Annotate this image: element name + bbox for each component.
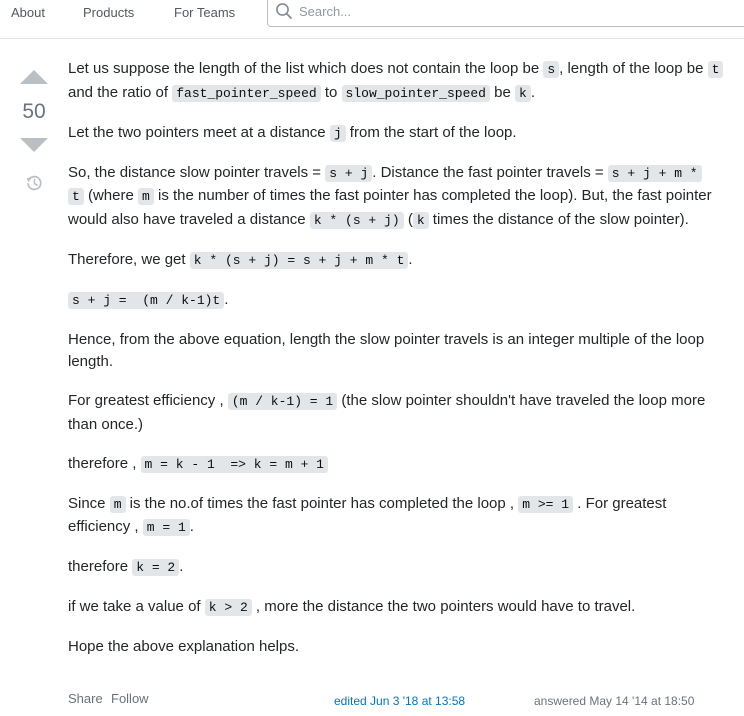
text: (where	[83, 187, 138, 204]
text: Hope the above explanation helps.	[68, 638, 300, 655]
inline-code: slow_pointer_speed	[342, 85, 490, 102]
text: is the no.of times the fast pointer has completed the loop ,	[125, 494, 519, 512]
text: For greatest efficiency ,	[68, 392, 228, 409]
inline-code: j	[330, 125, 346, 142]
inline-code: t	[68, 188, 84, 205]
text: .	[179, 558, 184, 575]
history-icon[interactable]	[25, 174, 43, 197]
text: .	[408, 250, 413, 268]
paragraph	[68, 58, 730, 105]
text: .	[530, 83, 535, 101]
inline-code: k > 2	[205, 599, 252, 616]
text: Let the two pointers meet at a distance	[68, 123, 330, 141]
text: therefore	[68, 558, 133, 575]
search-box[interactable]	[267, 0, 744, 27]
nav-about[interactable]: About	[11, 5, 45, 20]
text: .	[224, 290, 229, 308]
text: and the ratio of	[68, 83, 173, 101]
vote-count: 50	[22, 100, 46, 123]
paragraph	[68, 289, 730, 313]
text: therefore ,	[68, 454, 141, 472]
inline-code: m	[138, 188, 154, 205]
text: , more the distance the two pointers would have to travel.	[251, 598, 636, 615]
inline-code: k	[515, 85, 531, 102]
inline-code: m	[110, 496, 126, 513]
paragraph	[68, 390, 730, 436]
inline-code: s + j + m *	[608, 165, 702, 182]
text: Hence, from the above equation, length the slow pointer travels is an integer multiple of the loop length.	[68, 330, 705, 370]
text: Since	[68, 494, 110, 512]
text: So, the distance slow pointer travels =	[68, 163, 326, 181]
text: Let us suppose the length of the list which does not contain the loop be	[68, 60, 544, 77]
text: (	[403, 210, 413, 228]
paragraph	[68, 636, 730, 659]
text: is the number of times the fast pointer has completed the loop). But, the fast pointer would also have traveled a distance	[68, 187, 712, 228]
post-footer	[0, 690, 744, 716]
paragraph	[68, 122, 730, 146]
inline-code: s	[543, 61, 559, 78]
inline-code: (m / k-1) = 1	[228, 393, 337, 410]
text: .	[189, 518, 194, 535]
top-bar	[0, 0, 744, 40]
edited-timestamp-link[interactable]: edited Jun 3 '18 at 13:58	[334, 694, 466, 708]
paragraph	[68, 249, 730, 273]
text: be	[489, 83, 516, 101]
text: to	[320, 83, 342, 101]
inline-code: k * (s + j)	[310, 212, 404, 229]
inline-code: s + j = (m / k-1)t	[68, 292, 224, 309]
paragraph	[68, 329, 730, 374]
text: Therefore, we get	[68, 250, 190, 268]
text: if we take a value of	[68, 598, 205, 615]
upvote-button[interactable]	[18, 66, 50, 91]
paragraph	[68, 453, 730, 477]
text: times the distance of the slow pointer).	[428, 210, 689, 228]
inline-code: m = 1	[143, 519, 190, 536]
answered-timestamp: answered May 14 '14 at 18:50	[534, 694, 695, 708]
inline-code: m = k - 1 => k = m + 1	[141, 456, 328, 473]
inline-code: fast_pointer_speed	[172, 85, 320, 102]
nav-for-teams[interactable]: For Teams	[174, 5, 236, 20]
downvote-button[interactable]	[18, 134, 50, 159]
inline-code: k = 2	[132, 559, 179, 576]
inline-code: k * (s + j) = s + j + m * t	[190, 252, 409, 269]
inline-code: s + j	[325, 165, 372, 182]
text: . For greatest efficiency ,	[68, 494, 667, 535]
search-input[interactable]	[299, 4, 719, 19]
text: , length of the loop be	[559, 60, 708, 77]
nav-products[interactable]: Products	[83, 5, 135, 20]
text: (the slow pointer shouldn't have traveled the loop more than once.)	[68, 392, 706, 433]
inline-code: k	[413, 212, 429, 229]
paragraph	[68, 596, 730, 620]
text: from the start of the loop.	[345, 123, 517, 141]
header-divider	[0, 38, 744, 39]
share-link[interactable]: Share	[68, 691, 103, 706]
search-icon	[275, 2, 293, 25]
inline-code: t	[708, 61, 724, 78]
answer-body	[68, 58, 730, 675]
paragraph	[68, 556, 730, 580]
inline-code: m >= 1	[518, 496, 573, 513]
paragraph	[68, 162, 730, 233]
text: . Distance the fast pointer travels =	[372, 163, 608, 181]
follow-link[interactable]: Follow	[111, 691, 149, 706]
paragraph	[68, 493, 730, 540]
